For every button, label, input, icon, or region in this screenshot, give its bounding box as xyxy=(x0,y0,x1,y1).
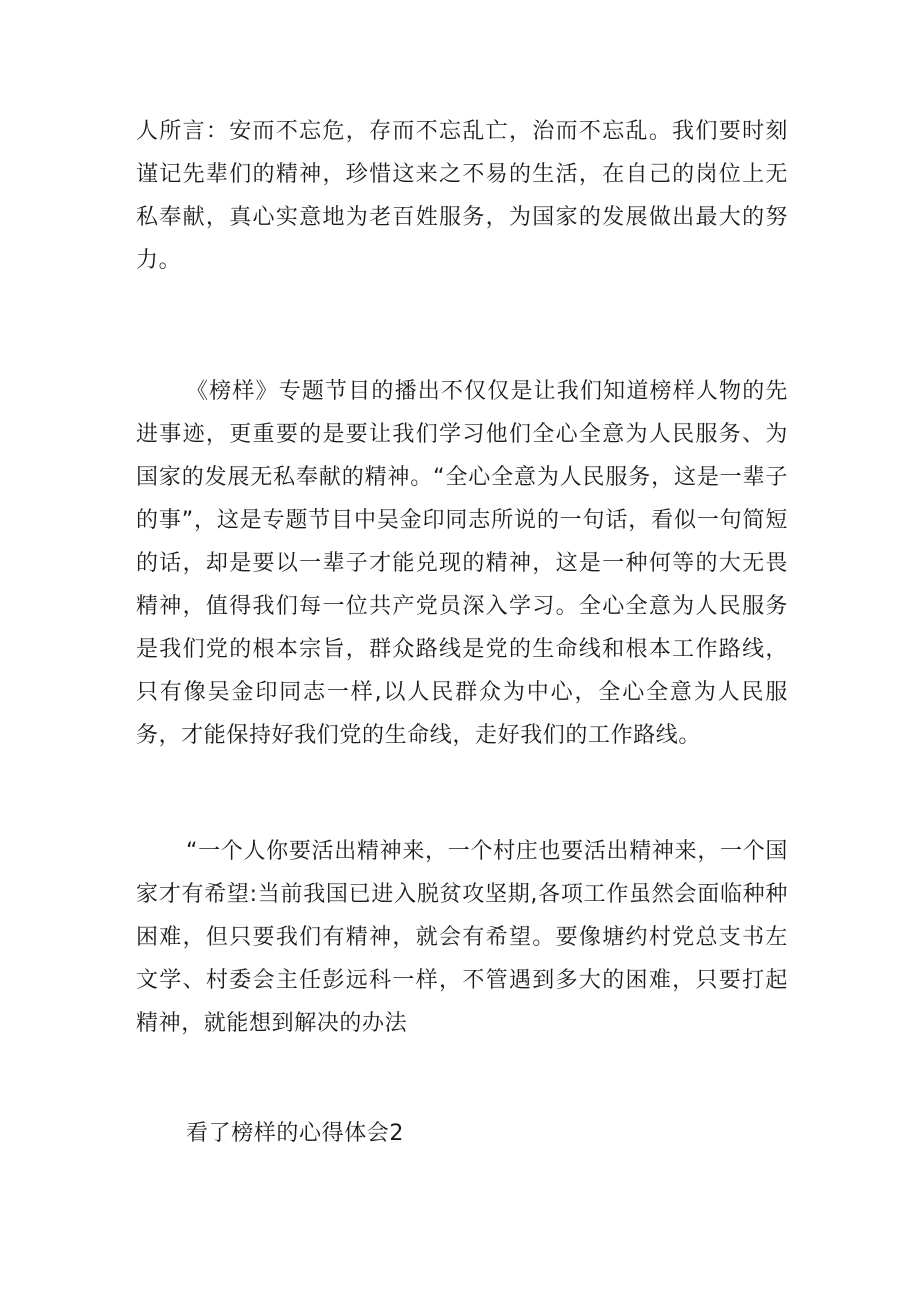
paragraph-1: 人所言：安而不忘危，存而不忘乱亡，治而不忘乱。我们要时刻谨记先辈们的精神，珍惜这来之不易的生活，在自己的岗位上无私奉献，真心实意地为老百姓服务，为国家的发展做出最大的努力。 xyxy=(136,119,788,273)
section-heading: 看了榜样的心得体会2 xyxy=(186,1121,404,1146)
paragraph-3: “一个人你要活出精神来，一个村庄也要活出精神来，一个国家才有希望:当前我国已进入脱贫攻坚期,各项工作虽然会面临种种困难，但只要我们有精神，就会有希望。要像塘约村党总支书左文学、村委会主任彭远科一样，不管遇到多大的困难，只要打起精神，就能想到解决的办法 xyxy=(136,839,788,1036)
paragraph-2: 《榜样》专题节目的播出不仅仅是让我们知道榜样人物的先进事迹，更重要的是要让我们学习他们全心全意为人民服务、为国家的发展无私奉献的精神。“全心全意为人民服务，这是一辈子的事”，这是专题节目中吴金印同志所说的一句话，看似一句简短的话，却是要以一辈子才能兑现的精神，这是一种何等的大无畏精神，值得我们每一位共产党员深入学习。全心全意为人民服务是我们党的根本宗旨，群众路线是党的生命线和根本工作路线，只有像吴金印同志一样,以人民群众为中心，全心全意为人民服务，才能保持好我们党的生命线，走好我们的工作路线。 xyxy=(136,379,788,748)
